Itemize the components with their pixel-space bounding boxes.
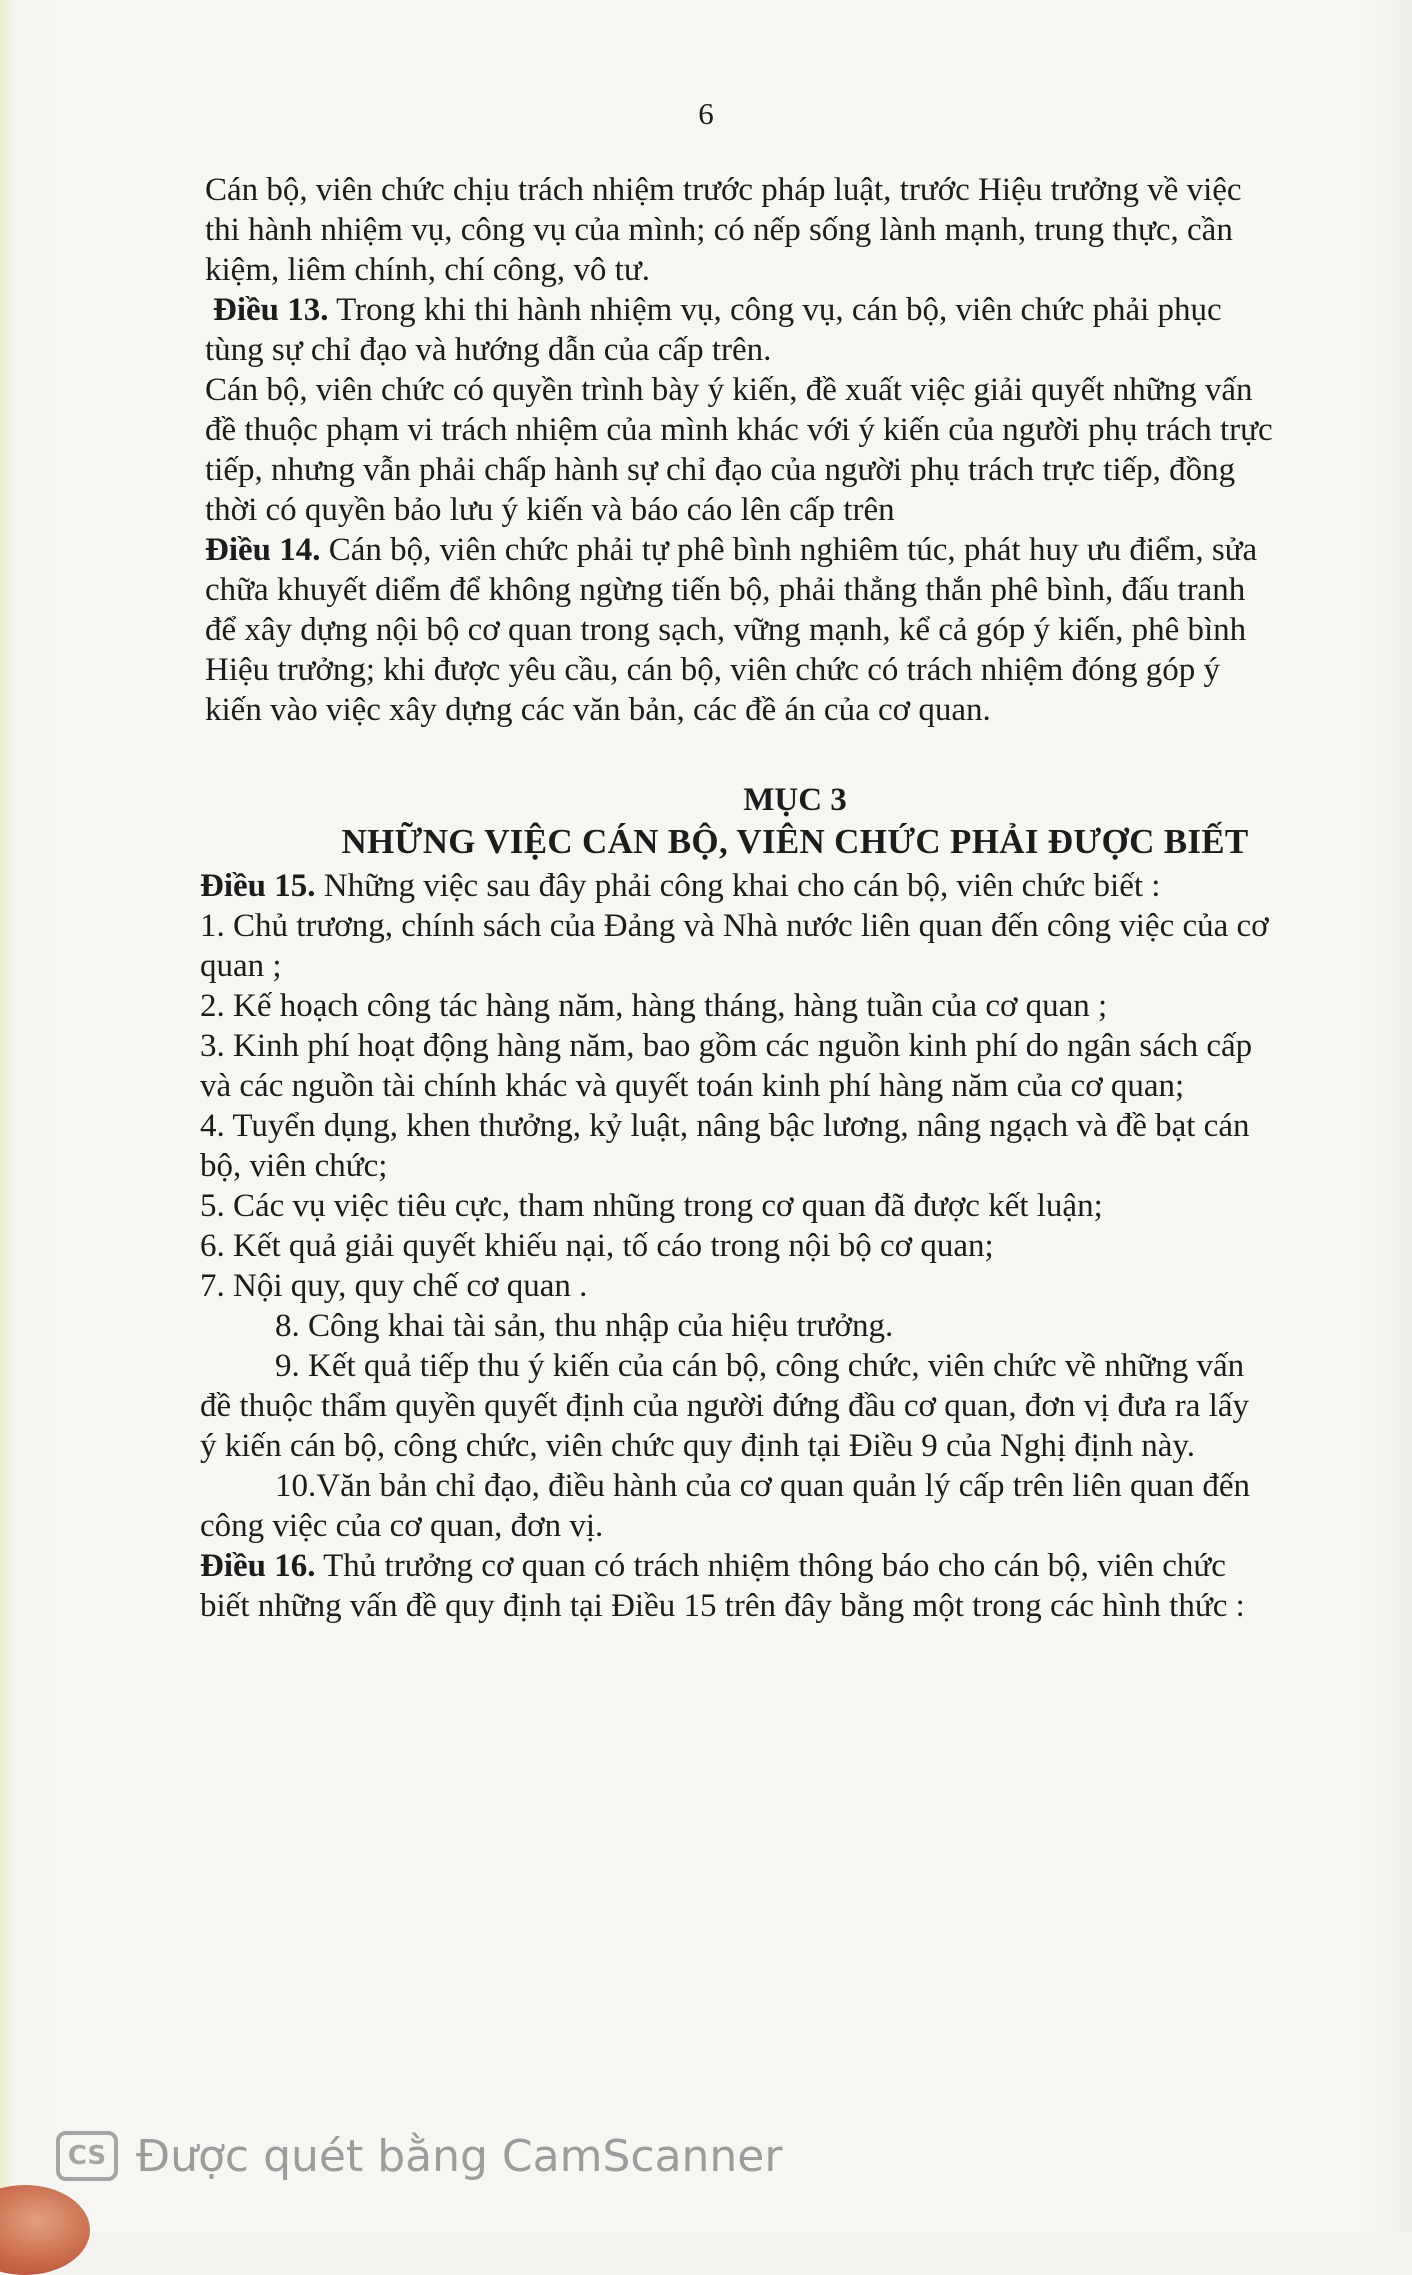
article-16: Điều 16. Thủ trưởng cơ quan có trách nhiệm thông báo cho cán bộ, viên chức bbox=[200, 1548, 1226, 1584]
page-number: 6 bbox=[698, 96, 714, 131]
camscanner-watermark bbox=[56, 2128, 782, 2184]
list-item: 1. Chủ trương, chính sách của Đảng và Nhà nước liên quan đến công việc của cơ bbox=[200, 908, 1269, 944]
text-line: tiếp, nhưng vẫn phải chấp hành sự chỉ đạo của người phụ trách trực tiếp, đồng bbox=[205, 452, 1236, 488]
finger-edge bbox=[0, 2185, 90, 2275]
list-item: 4. Tuyển dụng, khen thưởng, kỷ luật, nâng bậc lương, nâng ngạch và đề bạt cán bbox=[200, 1108, 1250, 1144]
text-line: đề thuộc thẩm quyền quyết định của người đứng đầu cơ quan, đơn vị đưa ra lấy bbox=[200, 1388, 1250, 1424]
list-item: 5. Các vụ việc tiêu cực, tham nhũng trong cơ quan đã được kết luận; bbox=[200, 1188, 1103, 1224]
text-line: ý kiến cán bộ, công chức, viên chức quy định tại Điều 9 của Nghị định này. bbox=[200, 1428, 1195, 1464]
text-line: quan ; bbox=[200, 948, 282, 984]
list-item: 7. Nội quy, quy chế cơ quan . bbox=[200, 1268, 588, 1304]
text-line: chữa khuyết diểm để không ngừng tiến bộ, phải thẳng thắn phê bình, đấu tranh bbox=[205, 572, 1246, 608]
section-title: NHỮNG VIỆC CÁN BỘ, VIÊN CHỨC PHẢI ĐƯỢC BIẾT bbox=[341, 822, 1249, 861]
text-line: và các nguồn tài chính khác và quyết toán kinh phí hàng năm của cơ quan; bbox=[200, 1068, 1185, 1104]
text-line: Cán bộ, viên chức có quyền trình bày ý kiến, đề xuất việc giải quyết những vấn bbox=[205, 372, 1253, 408]
text-line: kiến vào việc xây dựng các văn bản, các đề án của cơ quan. bbox=[205, 692, 991, 728]
text-line: thi hành nhiệm vụ, công vụ của mình; có nếp sống lành mạnh, trung thực, cần bbox=[205, 212, 1233, 248]
text-line: Hiệu trưởng; khi được yêu cầu, cán bộ, viên chức có trách nhiệm đóng góp ý bbox=[205, 652, 1221, 688]
list-item: 10.Văn bản chỉ đạo, điều hành của cơ quan quản lý cấp trên liên quan đến bbox=[275, 1468, 1251, 1504]
text-line: thời có quyền bảo lưu ý kiến và báo cáo lên cấp trên bbox=[205, 492, 895, 528]
text-line: công việc của cơ quan, đơn vị. bbox=[200, 1508, 604, 1544]
text-line: tùng sự chỉ đạo và hướng dẫn của cấp trên. bbox=[205, 332, 772, 368]
list-item: 9. Kết quả tiếp thu ý kiến của cán bộ, công chức, viên chức về những vấn bbox=[275, 1348, 1245, 1384]
camscanner-logo-icon: CS bbox=[56, 2131, 118, 2181]
watermark-text: Được quét bằng CamScanner bbox=[136, 2130, 783, 2182]
text-line: biết những vấn đề quy định tại Điều 15 trên đây bằng một trong các hình thức : bbox=[200, 1588, 1245, 1624]
article-13: Điều 13. Trong khi thi hành nhiệm vụ, công vụ, cán bộ, viên chức phải phục bbox=[213, 292, 1222, 328]
list-item: 2. Kế hoạch công tác hàng năm, hàng tháng, hàng tuần của cơ quan ; bbox=[200, 988, 1108, 1024]
text-line: để xây dựng nội bộ cơ quan trong sạch, vững mạnh, kể cả góp ý kiến, phê bình bbox=[205, 612, 1247, 648]
text-line: bộ, viên chức; bbox=[200, 1148, 388, 1184]
text-line: Cán bộ, viên chức chịu trách nhiệm trước pháp luật, trước Hiệu trưởng về việc bbox=[205, 172, 1242, 208]
article-15: Điều 15. Những việc sau đây phải công khai cho cán bộ, viên chức biết : bbox=[200, 868, 1161, 904]
text-line: đề thuộc phạm vi trách nhiệm của mình khác với ý kiến của người phụ trách trực bbox=[205, 412, 1273, 448]
list-item: 8. Công khai tài sản, thu nhập của hiệu trưởng. bbox=[275, 1308, 894, 1344]
section-label: MỤC 3 bbox=[743, 782, 847, 818]
list-item: 6. Kết quả giải quyết khiếu nại, tố cáo trong nội bộ cơ quan; bbox=[200, 1228, 994, 1264]
list-item: 3. Kinh phí hoạt động hàng năm, bao gồm các nguồn kinh phí do ngân sách cấp bbox=[200, 1028, 1253, 1064]
article-14: Điều 14. Cán bộ, viên chức phải tự phê bình nghiêm túc, phát huy ưu điểm, sửa bbox=[205, 532, 1258, 568]
text-line: kiệm, liêm chính, chí công, vô tư. bbox=[205, 252, 650, 288]
